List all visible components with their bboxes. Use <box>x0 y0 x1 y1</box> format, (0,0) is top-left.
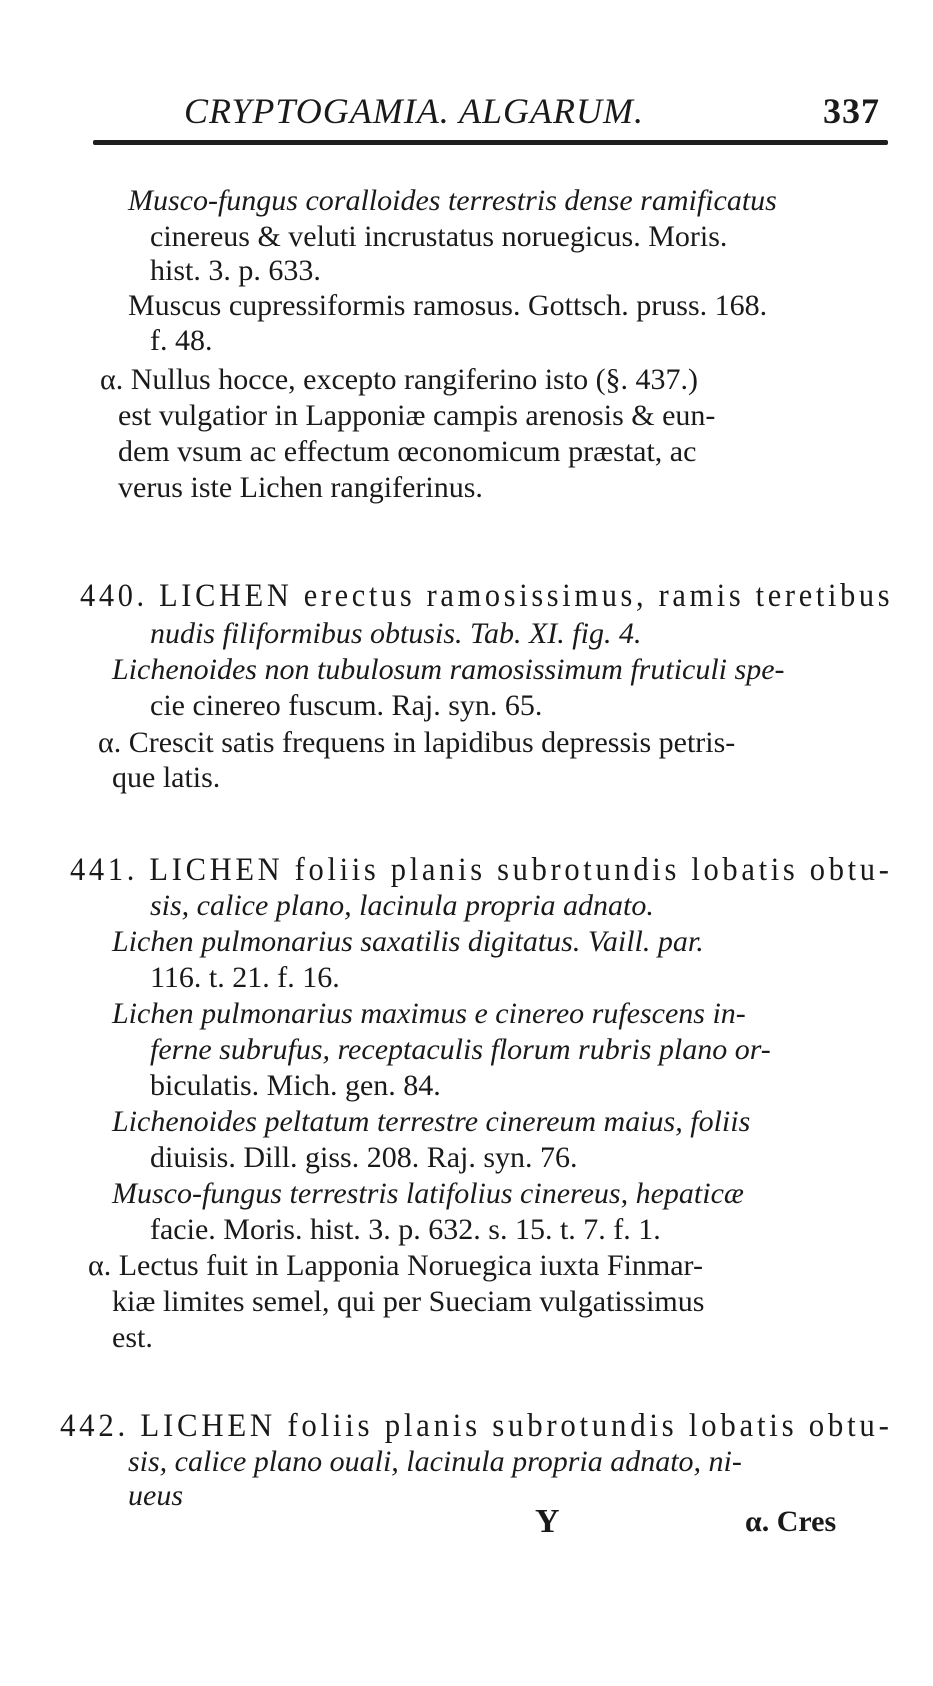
header-rule <box>93 140 888 145</box>
text-line: facie. Moris. hist. 3. p. 632. s. 15. t. 7. f. 1. <box>150 1213 661 1246</box>
text-line: verus iste Lichen rangiferinus. <box>118 471 483 504</box>
text-line: Musco-fungus coralloides terrestris dense ramificatus <box>128 184 777 217</box>
text-line: biculatis. Mich. gen. 84. <box>150 1069 441 1102</box>
text-line: diuisis. Dill. giss. 208. Raj. syn. 76. <box>150 1141 578 1174</box>
text-line: Lichen pulmonarius maximus e cinereo rufescens in- <box>112 997 746 1030</box>
text-line: Lichenoides non tubulosum ramosissimum fruticuli spe- <box>112 653 785 686</box>
text-line: 116. t. 21. f. 16. <box>150 961 340 994</box>
page-number: 337 <box>823 91 880 131</box>
running-header <box>180 82 880 142</box>
text-line: f. 48. <box>150 324 213 357</box>
entry-heading: 440. LICHEN erectus ramosissimus, ramis teretibus <box>80 578 894 614</box>
signature-mark: Y <box>535 1503 560 1540</box>
text-line: cinereus & veluti incrustatus noruegicus. Moris. <box>150 220 728 253</box>
text-line: nudis filiformibus obtusis. Tab. XI. fig. 4. <box>150 617 642 650</box>
text-line: hist. 3. p. 633. <box>150 254 321 287</box>
text-line: sis, calice plano, lacinula propria adnato. <box>150 889 654 922</box>
text-line: Muscus cupressiformis ramosus. Gottsch. pruss. 168. <box>128 289 768 322</box>
entry-heading: 441. LICHEN foliis planis subrotundis lobatis obtu- <box>70 852 893 888</box>
text-line: α. Crescit satis frequens in lapidibus depressis petris- <box>98 726 736 759</box>
header-title: CRYPTOGAMIA. ALGARUM. <box>184 91 645 131</box>
entry-heading: 442. LICHEN foliis planis subrotundis lobatis obtu- <box>60 1408 893 1444</box>
text-line: Musco-fungus terrestris latifolius cinereus, hepaticæ <box>112 1177 744 1210</box>
text-line: ueus <box>128 1479 183 1512</box>
text-line: α. Lectus fuit in Lapponia Noruegica iuxta Finmar- <box>88 1249 703 1282</box>
catchword: α. Cres <box>745 1505 837 1538</box>
text-line: cie cinereo fuscum. Raj. syn. 65. <box>150 689 543 722</box>
text-line: que latis. <box>112 761 221 794</box>
text-line: est. <box>112 1321 153 1354</box>
text-line: kiæ limites semel, qui per Sueciam vulgatissimus <box>112 1285 705 1318</box>
text-line: Lichen pulmonarius saxatilis digitatus. Vaill. par. <box>112 925 704 958</box>
text-line: α. Nullus hocce, excepto rangiferino isto (§. 437.) <box>100 363 699 396</box>
text-line: sis, calice plano ouali, lacinula propria adnato, ni- <box>128 1445 742 1478</box>
text-line: ferne subrufus, receptaculis florum rubris plano or- <box>150 1033 771 1066</box>
text-line: Lichenoides peltatum terrestre cinereum maius, foliis <box>112 1105 751 1138</box>
text-line: dem vsum ac effectum œconomicum præstat, ac <box>118 435 697 468</box>
text-line: est vulgatior in Lapponiæ campis arenosis & eun- <box>118 399 716 432</box>
